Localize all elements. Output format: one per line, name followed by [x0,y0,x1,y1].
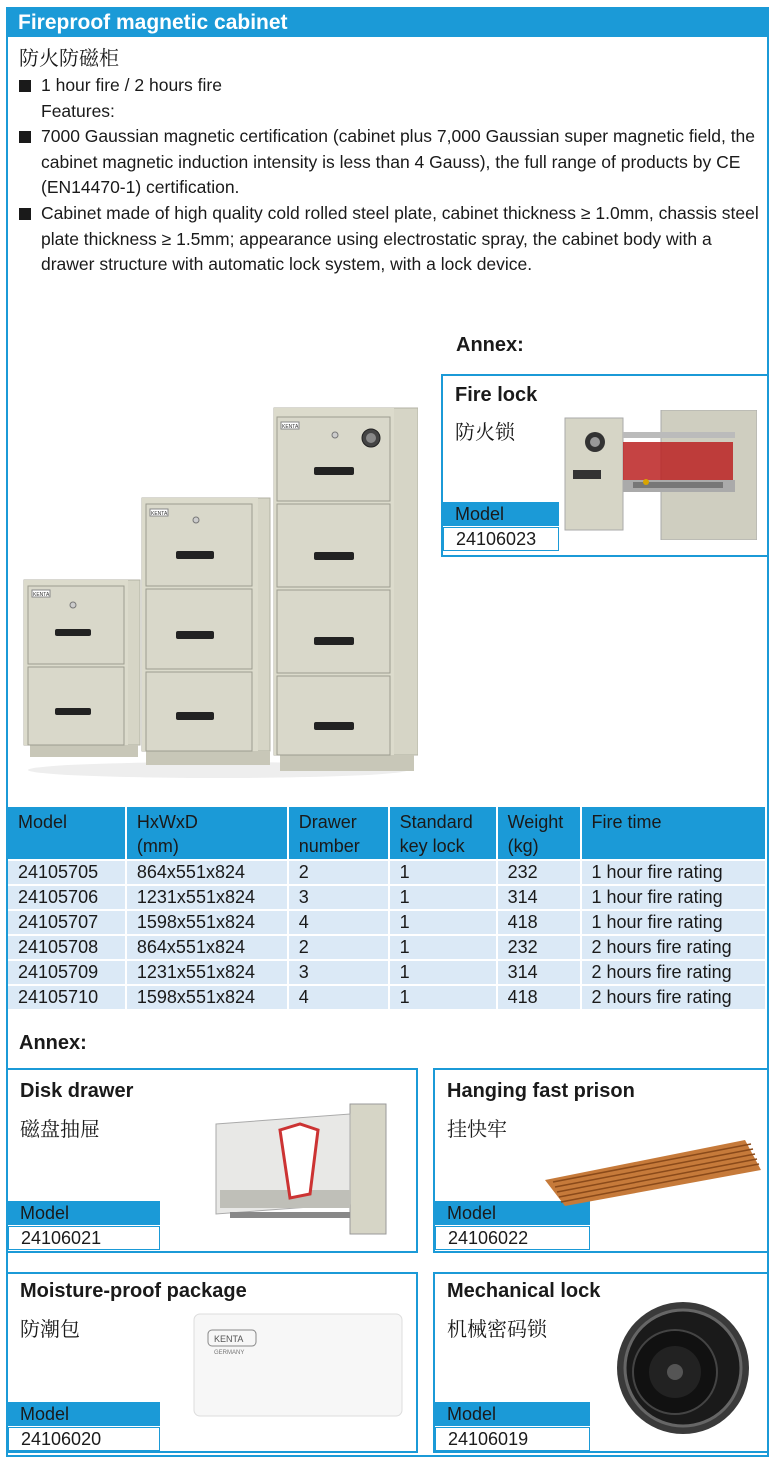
table-row: 24105710 1598x551x824 4 1 418 2 hours fire rating [8,985,766,1009]
fire-lock-box [441,374,769,557]
model-number: 24106020 [8,1427,160,1451]
moisture-package-box [6,1272,418,1453]
disk-drawer-cn: 磁盘抽屉 [20,1119,100,1141]
hanging-folder-cn: 挂快牢 [447,1119,507,1141]
annex-label: Annex: [19,1032,87,1054]
fire-lock-image [561,410,757,540]
model-number: 24106022 [435,1226,590,1250]
column-header: Drawer number [288,807,389,860]
cabinet-3-drawer [142,498,270,765]
column-header: Fire time [581,807,766,860]
svg-text:KENTA: KENTA [214,1334,244,1344]
model-label: Model [8,1201,160,1225]
moisture-package-title: Moisture-proof package [20,1280,247,1302]
svg-text:KENTA: KENTA [282,424,299,430]
hanging-folder-box [433,1068,769,1253]
table-header-row [8,807,766,860]
model-label: Model [435,1402,590,1426]
disk-drawer-box [6,1068,418,1253]
model-number: 24106019 [435,1427,590,1451]
bullet-item: 1 hour fire / 2 hours fire [17,73,769,99]
page-title: Fireproof magnetic cabinet [8,9,767,37]
mechanical-lock-box [433,1272,769,1453]
spec-table [8,807,767,1009]
cabinet-2-drawer [24,580,140,757]
annex-label: Annex: [456,334,524,356]
disk-drawer-title: Disk drawer [20,1080,134,1102]
bullet-item: 7000 Gaussian magnetic certification (cabinet plus 7,000 Gaussian super magnetic field, the cabinet magnetic induction intensity is less than 4 Gauss), the full range of products by CE (EN14470-1) certification. [17,124,769,201]
square-bullet-icon [19,208,31,220]
square-bullet-icon [19,80,31,92]
mechanical-lock-cn: 机械密码锁 [447,1319,547,1341]
disk-drawer-image [210,1094,390,1242]
bullet-item: Features: [41,100,115,121]
moisture-package-cn: 防潮包 [20,1319,80,1341]
model-number: 24106023 [443,527,559,551]
table-row: 24105708 864x551x824 2 1 232 2 hours fire rating [8,935,766,960]
model-label: Model [435,1201,590,1225]
table-row: 24105705 864x551x824 2 1 232 1 hour fire rating [8,860,766,885]
svg-text:GERMANY: GERMANY [214,1350,245,1356]
table-row: 24105709 1231x551x824 3 1 314 2 hours fire rating [8,960,766,985]
column-header: Standard key lock [389,807,497,860]
fire-lock-cn: 防火锁 [455,422,515,444]
page-subtitle-cn: 防火防磁柜 [19,48,119,70]
hanging-folder-title: Hanging fast prison [447,1080,635,1102]
svg-text:KENTA: KENTA [151,511,168,517]
moisture-package-image [192,1312,404,1418]
cabinet-4-drawer [274,408,418,771]
mechanical-lock-title: Mechanical lock [447,1280,601,1302]
svg-text:KENTA: KENTA [33,592,50,598]
mechanical-lock-image [605,1296,755,1442]
bullet-item: Cabinet made of high quality cold rolled steel plate, cabinet thickness ≥ 1.0mm, chassis steel plate thickness ≥ 1.5mm; appearance using electrostatic spray, the cabinet body with a drawer structure with automatic lock system, with a lock device. [17,201,769,278]
square-bullet-icon [19,131,31,143]
model-number: 24106021 [8,1226,160,1250]
column-header: Weight (kg) [497,807,581,860]
column-header: HxWxD (mm) [126,807,288,860]
hanging-folder-image [545,1140,761,1206]
column-header: Model [8,807,126,860]
feature-list [17,73,769,278]
table-row: 24105707 1598x551x824 4 1 418 1 hour fire rating [8,910,766,935]
fire-lock-title: Fire lock [455,384,538,406]
model-label: Model [8,1402,160,1426]
table-row: 24105706 1231x551x824 3 1 314 1 hour fire rating [8,885,766,910]
model-label: Model [443,502,559,526]
